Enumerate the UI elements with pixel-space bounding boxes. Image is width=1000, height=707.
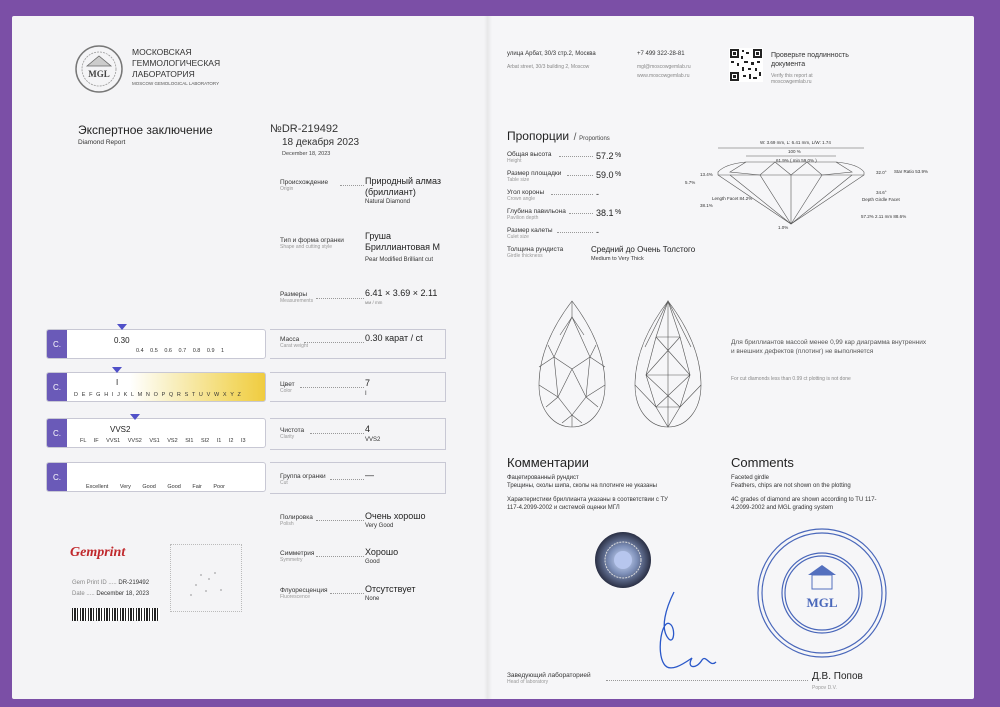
- scale-tab: C.: [47, 330, 67, 358]
- proportion-diagram: [680, 132, 929, 232]
- field-value-en: I: [365, 391, 367, 397]
- proportion-row: Толщина рундиста Girdle thickness Средний до Очень Толстого Medium to Very Thick: [507, 245, 696, 262]
- signature-title-en: Head of laboratory: [507, 679, 549, 685]
- field-value-en: мм / mm: [365, 300, 383, 305]
- clarity-ticks: FL IF VVS1 VVS2 VS1 VS2 SI1 SI2 I1 I2 I3: [80, 438, 246, 444]
- report-date: 18 декабря 2023: [282, 137, 360, 148]
- comment-line: 4C grades of diamond are shown according to TU 117-4.2099-2002 and MGL grading system: [731, 497, 877, 511]
- field-label: Чистота: [280, 427, 305, 434]
- diagram-depth-vals: 57.2% 2.11 mm 88.6%: [861, 214, 907, 219]
- signature-name-en: Popov D.V.: [812, 685, 837, 691]
- report-date-en: December 18, 2023: [282, 151, 331, 157]
- lab-name-line-3: ЛАБОРАТОРИЯ: [132, 69, 195, 79]
- field-label: Флуоресценция: [280, 587, 328, 594]
- field-label-en: Origin: [280, 186, 294, 192]
- comments-title-ru: Комментарии: [507, 455, 589, 470]
- lab-name-line-1: МОСКОВСКАЯ: [132, 47, 192, 57]
- diagram-pav-angle: 34.6°: [876, 190, 887, 195]
- comments-title-en: Comments: [731, 455, 794, 470]
- gemprint-date-label: Date .....: [72, 591, 95, 597]
- diagram-culet: 1.0%: [778, 225, 789, 230]
- proportion-row: Угол короны Crown angle -: [507, 189, 599, 202]
- field-label-en: Fluorescence: [280, 594, 311, 600]
- report-title: Экспертное заключение: [78, 123, 213, 137]
- comments-ru: [507, 474, 707, 512]
- hologram-seal: [594, 531, 652, 589]
- field-label: Цвет: [280, 381, 295, 388]
- field-value: 0.30 карат / ct: [365, 333, 423, 343]
- field-label-en: Shape and cutting style: [280, 244, 332, 250]
- diagram-pav-depth: 38.1%: [700, 203, 713, 208]
- field-label: Группа огранки: [280, 473, 326, 480]
- color-marker-value: I: [116, 378, 119, 387]
- lab-name-en: MOSCOW GEMOLOGICAL LABORATORY: [132, 81, 220, 86]
- diagram-crown-h: 13.4%: [700, 172, 713, 177]
- field-label-en: Symmetry: [280, 557, 303, 563]
- proportions-table: [507, 151, 707, 268]
- field-label: Симметрия: [280, 550, 315, 557]
- comments-en: [731, 474, 931, 512]
- signature-name: Д.В. Попов: [812, 671, 863, 682]
- field-label-en: Cut: [280, 480, 288, 486]
- weight-marker-icon: [117, 324, 127, 330]
- address: улица Арбат, 30/3 стр.2, Москва: [507, 51, 596, 57]
- color-marker-icon: [112, 367, 122, 373]
- comment-line: Фацетированный рундист: [507, 475, 579, 481]
- verify-text-en: Verify this report at moscowgemlab.ru: [771, 73, 813, 85]
- official-stamp: [754, 525, 890, 661]
- field-value: Груша Бриллиантовая М: [365, 231, 441, 252]
- report-number: DR-219492: [281, 123, 339, 135]
- field-label-en: Polish: [280, 521, 294, 527]
- field-value-en: Pear Modified Brilliant cut: [365, 257, 434, 263]
- page-fold: [484, 16, 492, 699]
- signature-title-ru: Заведующий лабораторией: [507, 672, 591, 679]
- field-cut: [280, 473, 326, 486]
- gemprint-image: [170, 544, 242, 612]
- field-label: Полировка: [280, 514, 313, 521]
- svg-text:MGL: MGL: [88, 69, 110, 79]
- gemprint-id: DR-219492: [118, 580, 150, 586]
- field-value: Природный алмаз (бриллиант): [365, 176, 442, 197]
- field-clarity: [280, 427, 304, 440]
- qr-code[interactable]: [729, 48, 763, 82]
- lab-logo: [74, 44, 124, 94]
- field-value: Хорошо: [365, 547, 399, 557]
- diagram-length: Length Facet 84.2%: [712, 196, 753, 201]
- field-label-en: Color: [280, 388, 292, 394]
- proportion-row: Размер калеты Culet size -: [507, 227, 599, 240]
- comment-line: Трещины, сколы шипа, сколы на плотинге не указаны: [507, 483, 657, 489]
- proportion-row: Глубина павильона Pavilion depth 38.1 %: [507, 208, 622, 221]
- proportion-row: Общая высота Height 57.2 %: [507, 151, 622, 164]
- diagram-dims: W: 3.69 mm, L: 6.41 mm, L/W: 1.74: [760, 140, 831, 145]
- proportions-title-ru: Пропорции: [507, 129, 570, 143]
- signature-title: [507, 672, 591, 685]
- cut-ticks: Excellent Very Good Good Fair Poor: [86, 484, 225, 490]
- diagram-width: 100 %: [788, 149, 801, 154]
- weight-scale: [46, 329, 266, 359]
- proportions-title-en: Proportions: [579, 136, 610, 142]
- color-ticks: D E F G H I J K L M N O P Q R S T U V W X Y Z: [74, 392, 241, 398]
- field-value: 7: [365, 378, 371, 388]
- field-label: Размеры: [280, 291, 308, 298]
- report-number-prefix: №: [270, 123, 282, 135]
- scale-tab: C.: [47, 463, 67, 491]
- field-shape: [280, 237, 344, 250]
- field-value-en: Good: [365, 559, 380, 565]
- stamp-logo: MGL: [806, 595, 838, 610]
- proportion-row: Размер площадки Table size 59.0 %: [507, 170, 622, 183]
- diagram-table: 61.9% ( min 59.0% ): [776, 158, 817, 163]
- diagram-crown-a: 5.7%: [685, 180, 696, 185]
- field-value: Отсутствует: [365, 584, 416, 594]
- gemprint-date: December 18, 2023: [96, 591, 150, 597]
- address-en: Arbat street, 30/3 building 2, Moscow: [507, 64, 590, 70]
- field-value: —: [365, 470, 374, 480]
- lab-name-line-2: ГЕММОЛОГИЧЕСКАЯ: [132, 58, 221, 68]
- gemprint-id-label: Gem Print ID .....: [72, 580, 117, 586]
- clarity-marker-icon: [130, 414, 140, 420]
- field-measurements: [280, 291, 313, 304]
- field-value-en: Natural Diamond: [365, 199, 411, 205]
- field-value: 4: [365, 424, 371, 434]
- email-link[interactable]: mgl@moscowgemlab.ru: [637, 64, 691, 70]
- field-value-en: Very Good: [365, 523, 394, 529]
- website-link[interactable]: www.moscowgemlab.ru: [637, 73, 690, 79]
- clarity-marker-value: VVS2: [110, 425, 131, 434]
- field-label-en: Measurements: [280, 298, 314, 304]
- comment-line: Характеристики бриллианта указаны в соответствии с ТУ 117-4.2099-2002 и системой оценки МГЛ: [507, 497, 668, 511]
- barcode: [72, 608, 160, 621]
- proportions-title: Пропорции / Proportions: [507, 129, 610, 143]
- signature: [646, 588, 726, 680]
- weight-ticks: 0.4 0.5 0.6 0.7 0.8 0.9 1: [136, 348, 225, 354]
- phone: +7 499 322-28-81: [637, 51, 685, 57]
- plotting-diagram: [530, 297, 715, 432]
- weight-marker-value: 0.30: [114, 336, 130, 345]
- diagram-star: 32.0°: [876, 170, 887, 175]
- field-label: Тип и форма огранки: [280, 237, 344, 244]
- comment-line: Feathers, chips are not shown on the plotting: [731, 483, 851, 489]
- gemprint-logo: Gemprint: [70, 545, 126, 560]
- field-value: 6.41 × 3.69 × 2.11: [365, 288, 438, 298]
- report-title-en: Diamond Report: [78, 139, 126, 146]
- verify-text: Проверьте подлинность документа: [771, 52, 849, 68]
- field-value: Очень хорошо: [365, 511, 426, 521]
- scale-tab: C.: [47, 373, 67, 401]
- plotting-note-en: For cut diamonds less than 0.99 ct plotting is not done: [731, 376, 851, 382]
- field-value-en: VVS2: [365, 437, 381, 443]
- field-value-en: None: [365, 596, 380, 602]
- field-color: [280, 381, 295, 394]
- diagram-depth: Depth Girdle Facet: [862, 197, 900, 202]
- field-symmetry: [280, 550, 314, 563]
- field-origin: [280, 179, 328, 192]
- comment-line: Faceted girdle: [731, 475, 770, 481]
- field-label-en: Carat weight: [280, 343, 309, 349]
- field-label: Происхождение: [280, 179, 329, 186]
- field-label: Масса: [280, 336, 300, 343]
- field-label-en: Clarity: [280, 434, 295, 440]
- scale-tab: C.: [47, 419, 67, 447]
- plotting-note: Для бриллиантов массой менее 0,99 кар диаграмма внутренних и внешних дефектов (плотинг) не выполняется: [731, 339, 927, 355]
- field-polish: [280, 514, 313, 527]
- field-fluorescence: [280, 587, 328, 600]
- diagram-star-lbl: Star Ratio 53.9%: [894, 169, 929, 174]
